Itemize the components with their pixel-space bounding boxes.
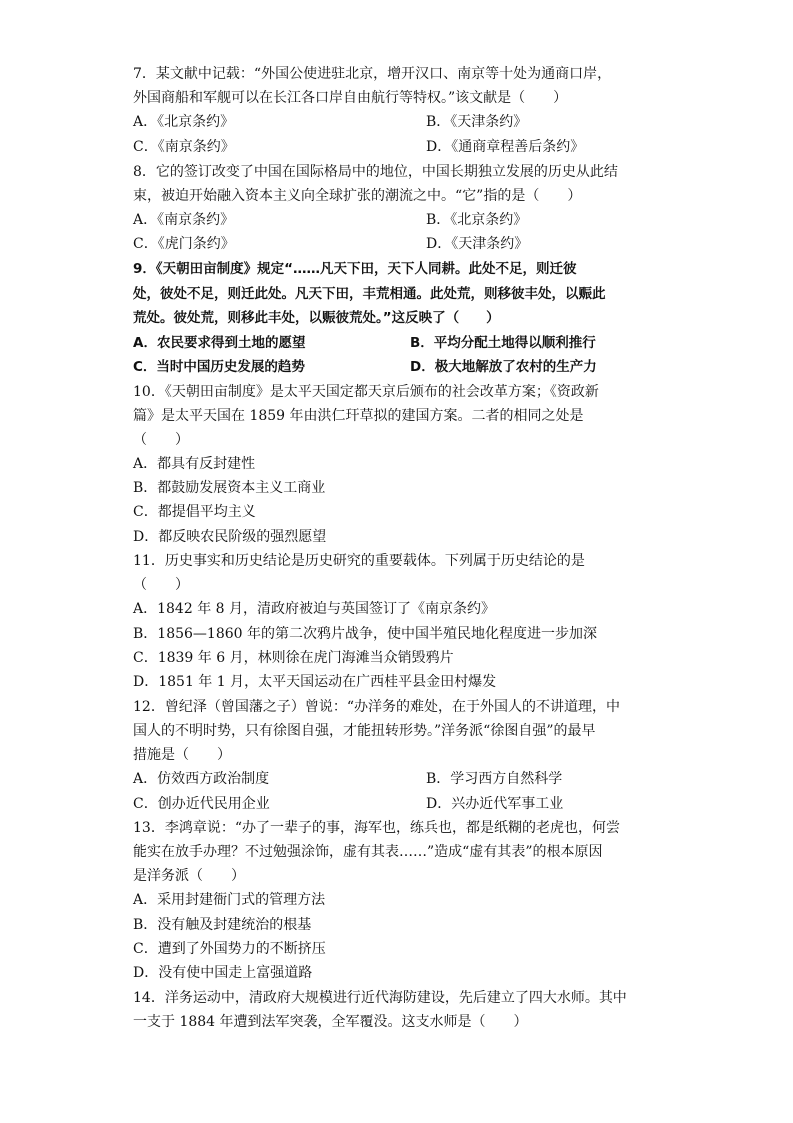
q8-option-a: A．《南京条约》 — [133, 212, 235, 228]
q8-option-b: B．《北京条约》 — [426, 212, 528, 228]
q7-option-a: A．《北京条约》 — [133, 114, 235, 130]
q11-option-b: B．1856—1860 年的第二次鸦片战争，使中国半殖民地化程度进一步加深 — [133, 626, 597, 642]
q9-stem-line-1: 9．《天朝田亩制度》规定“……凡天下田，天下人同耕。此处不足，则迁彼 — [133, 261, 577, 277]
q12-option-a: A．仿效西方政治制度 — [133, 771, 270, 787]
q9-option-d: D．极大地解放了农村的生产力 — [410, 359, 597, 375]
q13-option-a: A．采用封建衙门式的管理方法 — [133, 892, 326, 908]
q14-stem-line-1: 14．洋务运动中，清政府大规模进行近代海防建设，先后建立了四大水师。其中 — [133, 990, 627, 1006]
q13-stem-line-2: 能实在放手办理？不过勉强涂饰，虚有其表……”造成“虚有其表”的根本原因 — [133, 844, 603, 860]
q11-option-c: C．1839 年 6 月，林则徐在虎门海滩当众销毁鸦片 — [133, 650, 454, 666]
q13-option-b: B．没有触及封建统治的根基 — [133, 917, 312, 933]
q7-stem-line-2: 外国商船和军舰可以在长江各口岸自由航行等特权。”该文献是（ ） — [133, 90, 568, 106]
q13-option-d: D．没有使中国走上富强道路 — [133, 965, 313, 981]
q12-stem-line-3: 措施是（ ） — [133, 747, 231, 763]
q9-option-a: A．农民要求得到土地的愿望 — [133, 335, 306, 351]
q11-stem-line-2: （ ） — [133, 577, 189, 593]
q8-stem-line-2: 束，被迫开始融入资本主义向全球扩张的潮流之中。“它”指的是（ ） — [133, 188, 582, 204]
q11-option-d: D．1851 年 1 月，太平天国运动在广西桂平县金田村爆发 — [133, 674, 497, 690]
q13-stem-line-1: 13．李鸿章说：“办了一辈子的事，海军也，练兵也，都是纸糊的老虎也，何尝 — [133, 820, 620, 836]
q10-option-c: C．都提倡平均主义 — [133, 504, 256, 520]
q12-option-c: C．创办近代民用企业 — [133, 796, 270, 812]
q10-option-b: B．都鼓励发展资本主义工商业 — [133, 480, 326, 496]
q11-option-a: A．1842 年 8 月，清政府被迫与英国签订了《南京条约》 — [133, 601, 495, 617]
q12-stem-line-1: 12．曾纪泽（曾国藩之子）曾说：“办洋务的难处，在于外国人的不讲道理，中 — [133, 699, 620, 715]
q11-stem-line-1: 11．历史事实和历史结论是历史研究的重要载体。下列属于历史结论的是 — [133, 553, 585, 569]
q9-stem-line-3: 荒处。彼处荒，则移此丰处，以赈彼荒处。”这反映了（ ） — [133, 310, 500, 326]
q9-option-b: B．平均分配土地得以顺利推行 — [410, 335, 596, 351]
q7-stem-line-1: 7．某文献中记载：“外国公使进驻北京，增开汉口、南京等十处为通商口岸， — [133, 66, 612, 82]
q8-stem-line-1: 8．它的签订改变了中国在国际格局中的地位，中国长期独立发展的历史从此结 — [133, 164, 618, 180]
q8-option-c: C．《虎门条约》 — [133, 236, 235, 252]
q13-option-c: C．遭到了外国势力的不断挤压 — [133, 941, 326, 957]
q10-option-a: A．都具有反封建性 — [133, 456, 256, 472]
q14-stem-line-2: 一支于 1884 年遭到法军突袭，全军覆没。这支水师是（ ） — [133, 1014, 528, 1030]
q9-option-c: C．当时中国历史发展的趋势 — [133, 359, 305, 375]
q10-stem-line-3: （ ） — [133, 432, 189, 448]
q10-stem-line-2: 篇》是太平天国在 1859 年由洪仁玕草拟的建国方案。二者的相同之处是 — [133, 408, 584, 424]
q10-option-d: D．都反映农民阶级的强烈愿望 — [133, 529, 327, 545]
q7-option-b: B．《天津条约》 — [426, 114, 528, 130]
q7-option-d: D．《通商章程善后条约》 — [426, 139, 585, 155]
q8-option-d: D．《天津条约》 — [426, 236, 529, 252]
q13-stem-line-3: 是洋务派（ ） — [133, 868, 245, 884]
q12-option-d: D．兴办近代军事工业 — [426, 796, 564, 812]
q12-stem-line-2: 国人的不明时势，只有徐图自强，才能扭转形势。”洋务派“徐图自强”的最早 — [133, 723, 596, 739]
q7-option-c: C．《南京条约》 — [133, 139, 235, 155]
q9-stem-line-2: 处，彼处不足，则迁此处。凡天下田，丰荒相通。此处荒，则移彼丰处，以赈此 — [133, 286, 606, 302]
q10-stem-line-1: 10．《天朝田亩制度》是太平天国定都天京后颁布的社会改革方案；《资政新 — [133, 384, 599, 400]
q12-option-b: B．学习西方自然科学 — [426, 771, 563, 787]
